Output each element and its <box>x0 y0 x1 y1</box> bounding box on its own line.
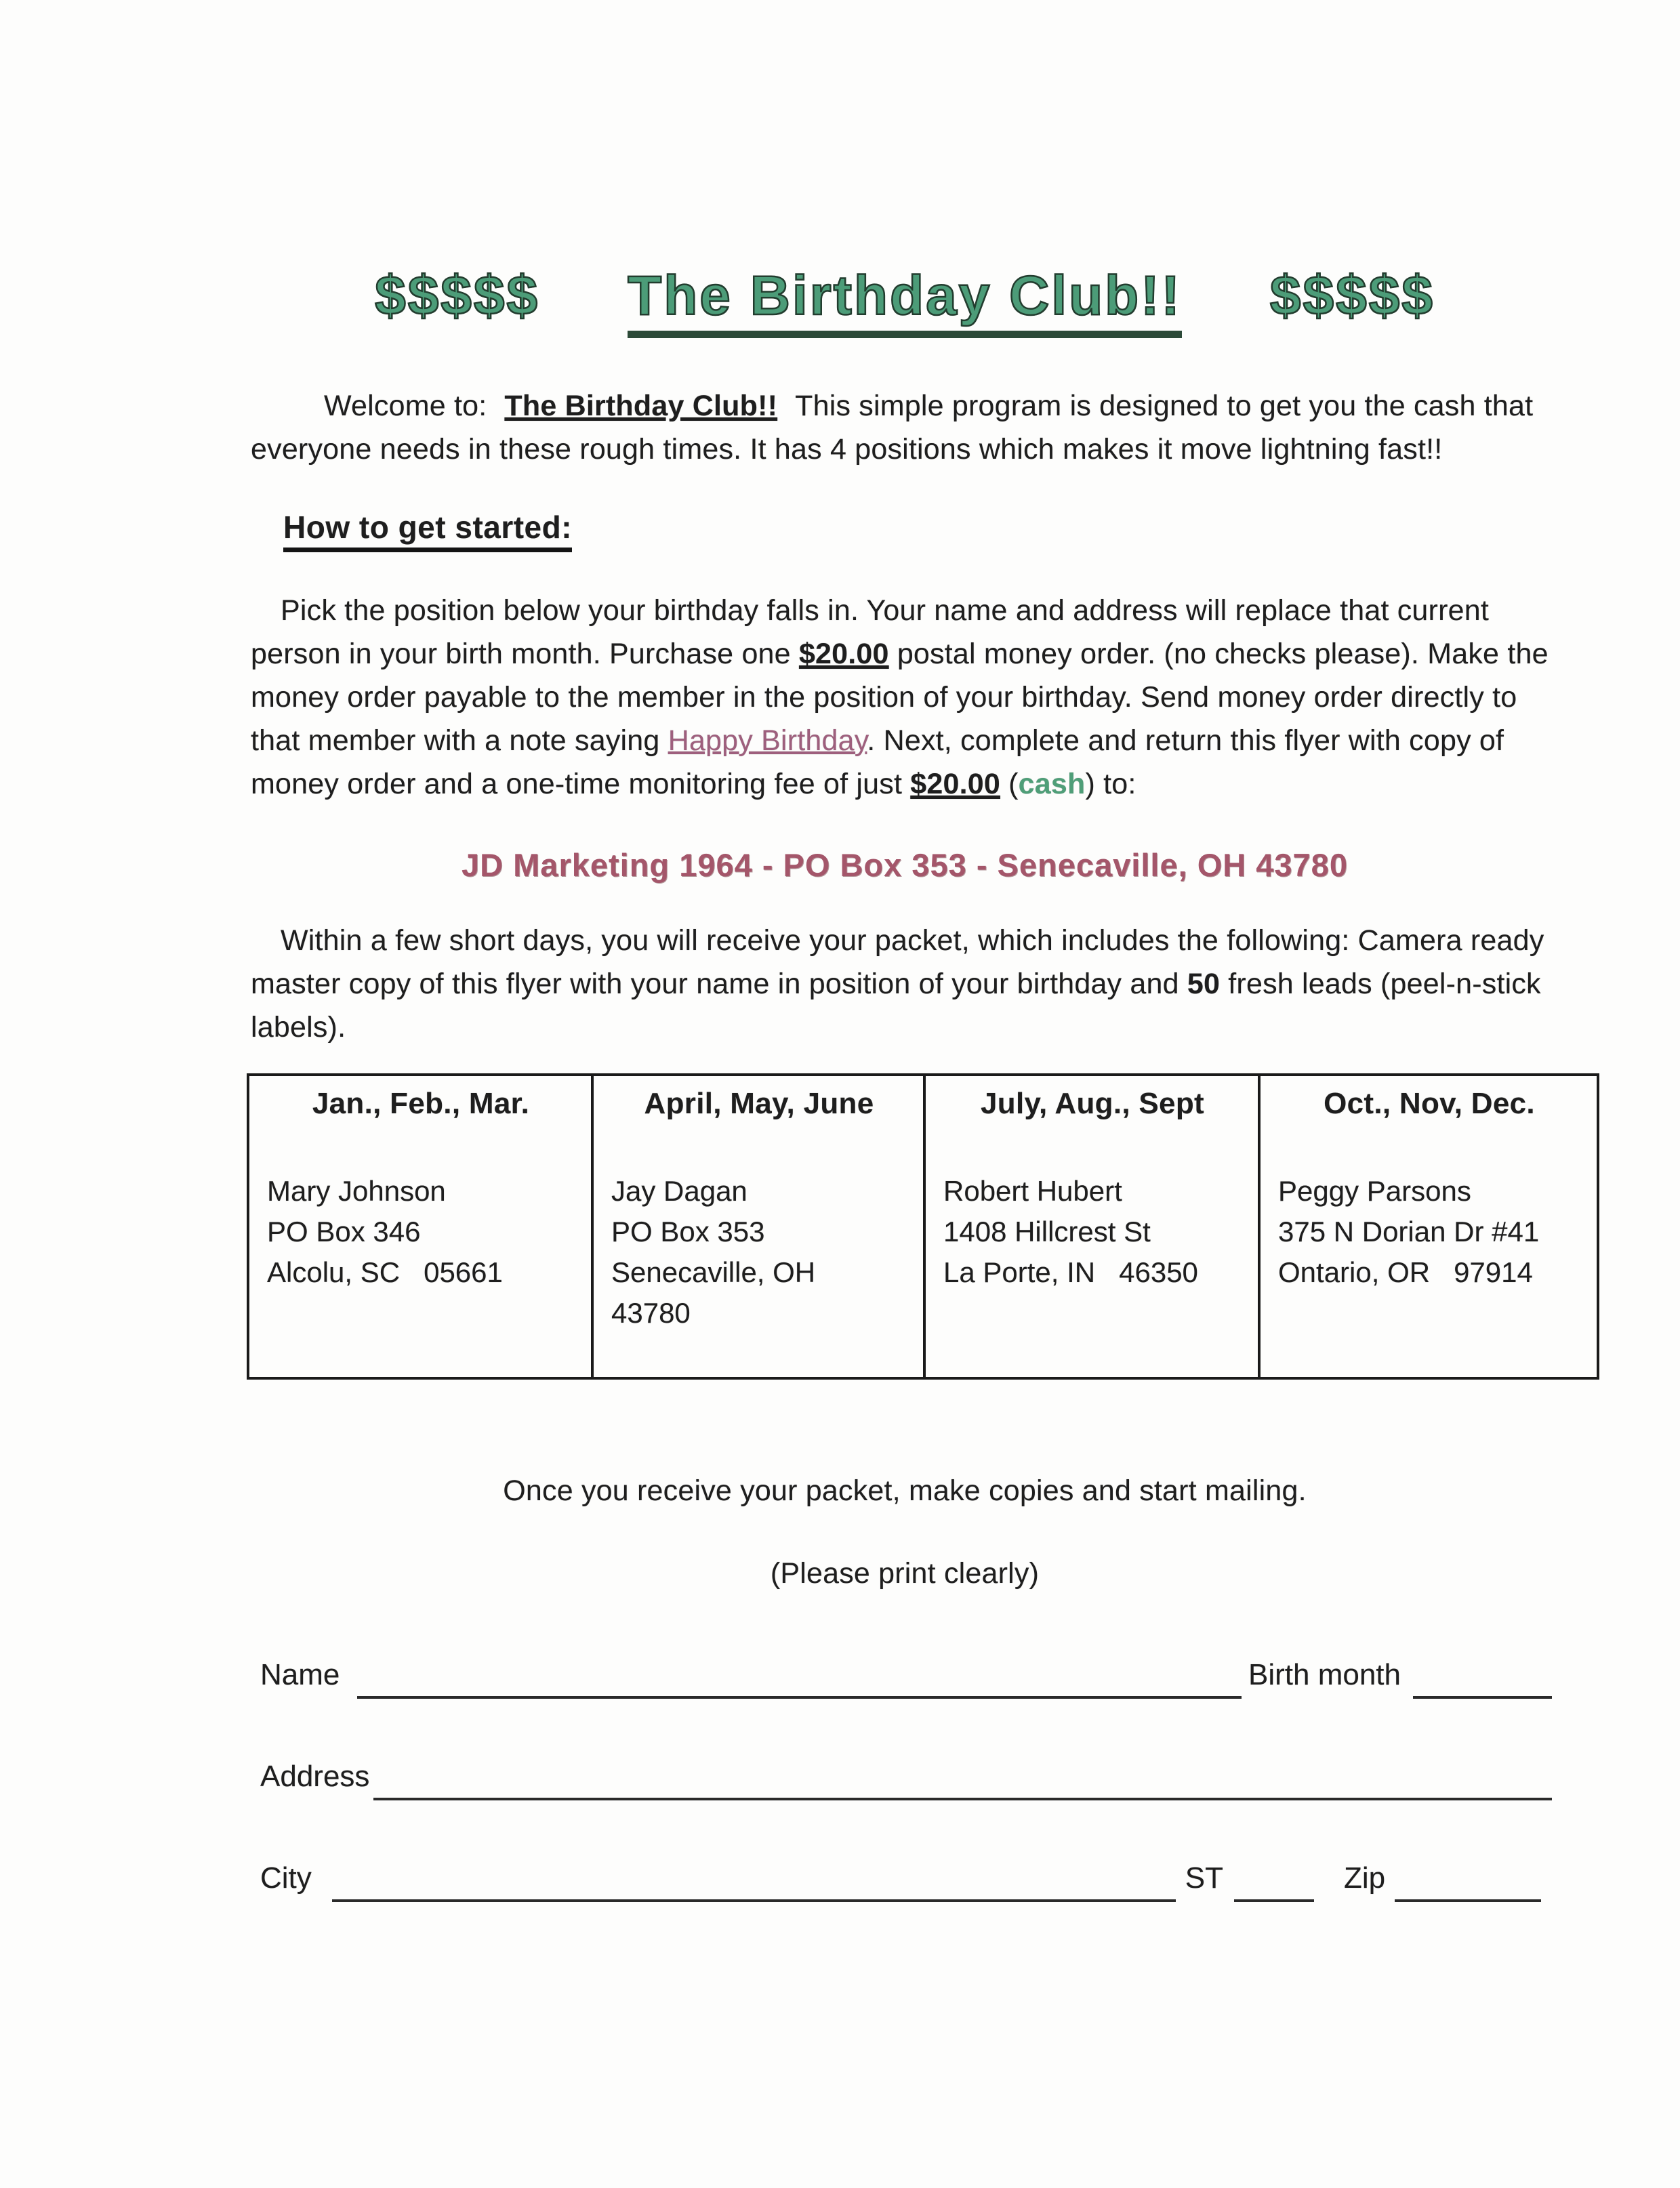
column-header: July, Aug., Sept <box>981 1087 1204 1120</box>
birth-month-blank-line <box>1413 1672 1552 1699</box>
instructions-seg4: ( <box>1000 768 1019 800</box>
mailing-address-line: JD Marketing 1964 - PO Box 353 - Senecaville, OH 43780 <box>462 847 1348 883</box>
member-name: Mary Johnson <box>267 1175 446 1207</box>
st-label: ST <box>1185 1861 1224 1895</box>
member-address-line: PO Box 353 <box>611 1216 765 1247</box>
address-blank-line <box>373 1773 1552 1800</box>
member-address-line: Senecaville, OH <box>611 1256 816 1288</box>
column-header: Oct., Nov, Dec. <box>1324 1087 1535 1120</box>
how-to-heading: How to get started: <box>283 509 572 552</box>
address-label: Address <box>260 1760 370 1793</box>
city-label: City <box>260 1861 312 1895</box>
column-header: Jan., Feb., Mar. <box>312 1087 530 1120</box>
member-name: Jay Dagan <box>611 1175 747 1207</box>
positions-table <box>247 1073 1599 1380</box>
page-title: The Birthday Club!! <box>628 264 1182 338</box>
member-address-line: Ontario, OR 97914 <box>1278 1256 1533 1288</box>
position-column-july-aug-sept <box>926 1076 1261 1377</box>
club-name-inline: The Birthday Club!! <box>504 390 778 422</box>
instructions-seg2: postal money order. (no checks please). Make the money order payable to the member in the position of your birthday. Send money order directly to that member with a note saying <box>251 638 1549 757</box>
name-label: Name <box>260 1658 340 1691</box>
cash-text: cash <box>1018 768 1086 800</box>
packet-paragraph <box>251 919 1559 1049</box>
member-address-line: 43780 <box>611 1297 691 1329</box>
position-column-apr-may-june <box>594 1076 926 1377</box>
zip-blank-line <box>1395 1875 1541 1902</box>
instructions-seg1: Pick the position below your birthday falls in. Your name and address will replace that current person in your birth month. Purchase one <box>251 594 1489 670</box>
position-column-oct-nov-dec <box>1261 1076 1597 1377</box>
happy-birthday-text: Happy Birthday <box>668 724 867 757</box>
member-name: Robert Hubert <box>943 1175 1122 1207</box>
fee-amount-1: $20.00 <box>798 638 889 670</box>
city-blank-line <box>332 1875 1176 1902</box>
position-column-jan-feb-mar <box>249 1076 594 1377</box>
member-address-line: PO Box 346 <box>267 1216 421 1247</box>
dollar-signs-right: $$$$$ <box>1269 265 1435 327</box>
reply-form <box>260 1657 1552 1896</box>
name-row <box>260 1657 1552 1693</box>
page-title-row <box>251 264 1559 338</box>
print-clearly-line: (Please print clearly) <box>770 1557 1040 1590</box>
fee-amount-2: $20.00 <box>910 768 1000 800</box>
zip-label: Zip <box>1344 1861 1386 1895</box>
member-address-line: Alcolu, SC 05661 <box>267 1256 503 1288</box>
welcome-lead: Welcome to: <box>324 390 487 422</box>
st-blank-line <box>1234 1875 1314 1902</box>
intro-paragraph <box>251 384 1559 471</box>
member-address-line: 375 N Dorian Dr #41 <box>1278 1216 1540 1247</box>
city-row <box>260 1861 1552 1896</box>
name-blank-line <box>357 1672 1242 1699</box>
instructions-seg5: ) to: <box>1085 768 1136 800</box>
instructions-paragraph <box>251 589 1559 806</box>
birth-month-label: Birth month <box>1248 1658 1401 1691</box>
packet-seg2: fresh leads (peel-n-stick labels). <box>251 968 1541 1044</box>
member-address-line: 1408 Hillcrest St <box>943 1216 1151 1247</box>
dollar-signs-left: $$$$$ <box>375 265 540 327</box>
column-header: April, May, June <box>644 1087 874 1120</box>
member-address-line: La Porte, IN 46350 <box>943 1256 1198 1288</box>
once-received-line: Once you receive your packet, make copies and start mailing. <box>503 1474 1307 1507</box>
intro-text: This simple program is designed to get you the cash that everyone needs in these rough times. It has 4 positions which makes it move lightning fast!! <box>251 390 1534 466</box>
packet-seg1: Within a few short days, you will receive your packet, which includes the following: Camera ready master copy of this flyer with your name in position of your birthday and <box>251 924 1544 1000</box>
address-row <box>260 1759 1552 1794</box>
leads-count: 50 <box>1187 968 1221 1000</box>
instructions-seg3: . Next, complete and return this flyer with copy of money order and a one-time monitoring fee of just <box>251 724 1504 800</box>
member-name: Peggy Parsons <box>1278 1175 1471 1207</box>
